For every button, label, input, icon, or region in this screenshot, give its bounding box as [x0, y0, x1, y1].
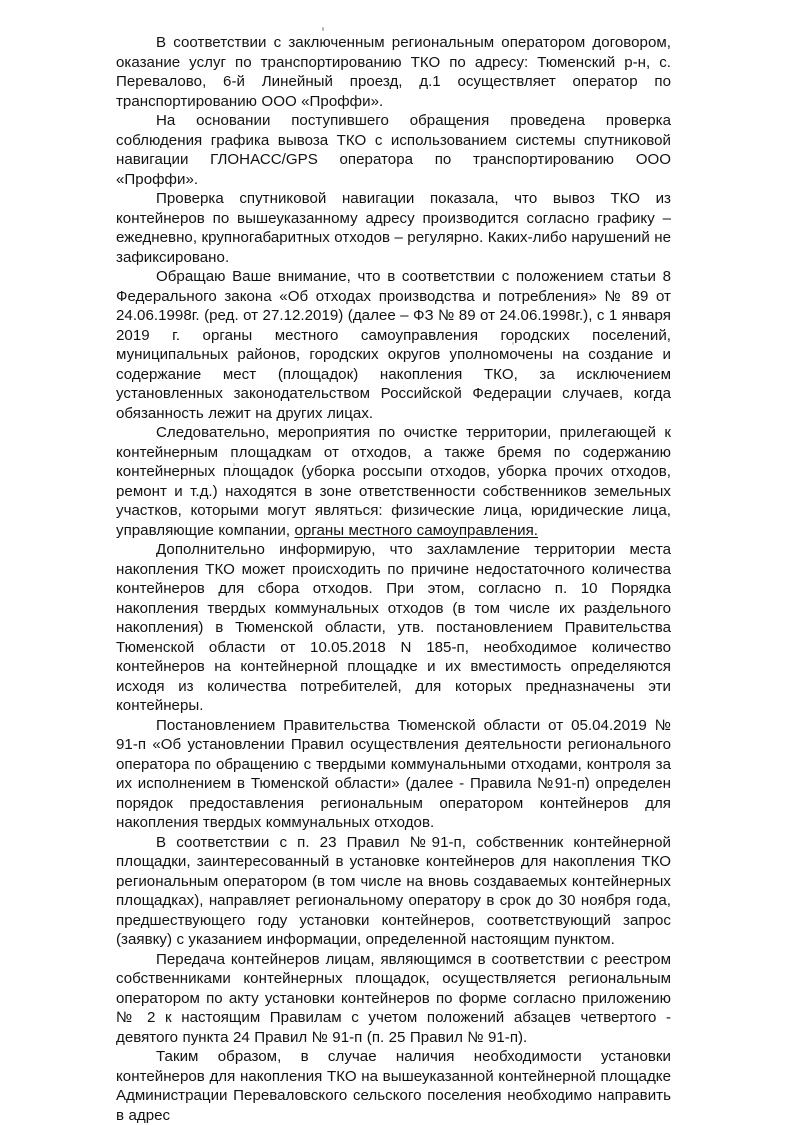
scan-artifact-speck: [322, 27, 324, 31]
paragraph-container-transfer-act: Передача контейнеров лицам, являющимся в соответствии с реестром собственниками контейнерных площадок, осуществляется региональным оператором по акту установки контейнеров по форме согласно приложению № 2 к настоящим Правилам с учетом положений абзацев четвертого - девятого пункта 24 Правил № 91-п (п. 25 Правил № 91-п).: [116, 950, 671, 1046]
paragraph-federal-law-89: Обращаю Ваше внимание, что в соответствии с положением статьи 8 Федерального закона «Об отходах производства и потребления» № 89 от 24.06.1998г. (ред. от 27.12.2019) (далее – ФЗ № 89 от 24.06.1998г.), с 1 января 2019 г. органы местного самоуправления городских поселений, муниципальных районов, городских округов уполномочены на создание и содержание мест (площадок) накопления ТКО, за исключением установленных законодательством Российской Федерации случаев, когда обязанность лежит на других лицах.: [116, 268, 671, 422]
paragraph-satellite-check-result: Проверка спутниковой навигации показала, что вывоз ТКО из контейнеров по вышеуказанному адресу производится согласно графику – ежедневно, крупногабаритных отходов – регулярно. Каких-либо нарушений не зафиксировано.: [116, 190, 671, 266]
paragraph-container-quantity-order: Дополнительно информирую, что захламление территории места накопления ТКО может происходить по причине недостаточного количества контейнеров для сбора отходов. При этом, согласно п. 10 Порядка накопления твердых коммунальных отходов (в том числе их раздельного накопления) в Тюменской области, утв. постановлением Правительства Тюменской области от 10.05.2018 N 185-п, необходимое количество контейнеров на контейнерной площадке и их вместимость определяются исходя из количества потребителей, для которых предназначены эти контейнеры.: [116, 541, 671, 714]
underlined-local-government-phrase: органы местного самоуправления.: [294, 521, 539, 539]
paragraph-responsibility-lead-text: Следовательно, мероприятия по очистке территории, прилегающей к контейнерным площадкам от отходов, а также бремя по содержанию контейнерных площадок (уборка россыпи отходов, уборка прочих отходов, ремонт и т.д.) находятся в зоне ответственности собственников земельных участков, которыми могут являться: физические лица, юридические лица, управляющие компании,: [116, 424, 671, 539]
paragraph-contract-operator: В соответствии с заключенным региональным оператором договором, оказание услуг по транспортированию ТКО по адресу: Тюменский р-н, с. Перевалово, 6-й Линейный проезд, д.1 осуществляет оператор по транспортированию ООО «Проффи».: [116, 34, 671, 110]
paragraph-clause-23-request: В соответствии с п. 23 Правил №91-п, собственник контейнерной площадки, заинтересованный в установке контейнеров для накопления ТКО региональным оператором (в том числе на вновь создаваемых контейнерных площадках), направляет региональному оператору в срок до 30 ноября года, предшествующего году установки контейнеров, соответствующий запрос (заявку) с указанием информации, определенной настоящим пунктом.: [116, 833, 671, 948]
paragraph-inspection-basis: На основании поступившего обращения проведена проверка соблюдения графика вывоза ТКО с использованием системы спутниковой навигации ГЛОНАСС/GPS оператора по транспортированию ООО «Проффи».: [116, 112, 671, 188]
paragraph-conclusion-administration: Таким образом, в случае наличия необходимости установки контейнеров для накопления ТКО на вышеуказанной контейнерной площадке Администрации Переваловского сельского поселения необходимо направить в адрес: [116, 1048, 671, 1124]
document-text-body: [116, 33, 671, 1125]
paragraph-responsibility-conclusion: [116, 423, 671, 540]
paragraph-regional-rules-91p: Постановлением Правительства Тюменской области от 05.04.2019 № 91-п «Об установлении Правил осуществления деятельности регионального оператора по обращению с твердыми коммунальными отходами, контроля за их исполнением в Тюменской области» (далее - Правила №91-п) определен порядок предоставления региональным оператором контейнеров для накопления твердых коммунальных отходов.: [116, 716, 671, 831]
